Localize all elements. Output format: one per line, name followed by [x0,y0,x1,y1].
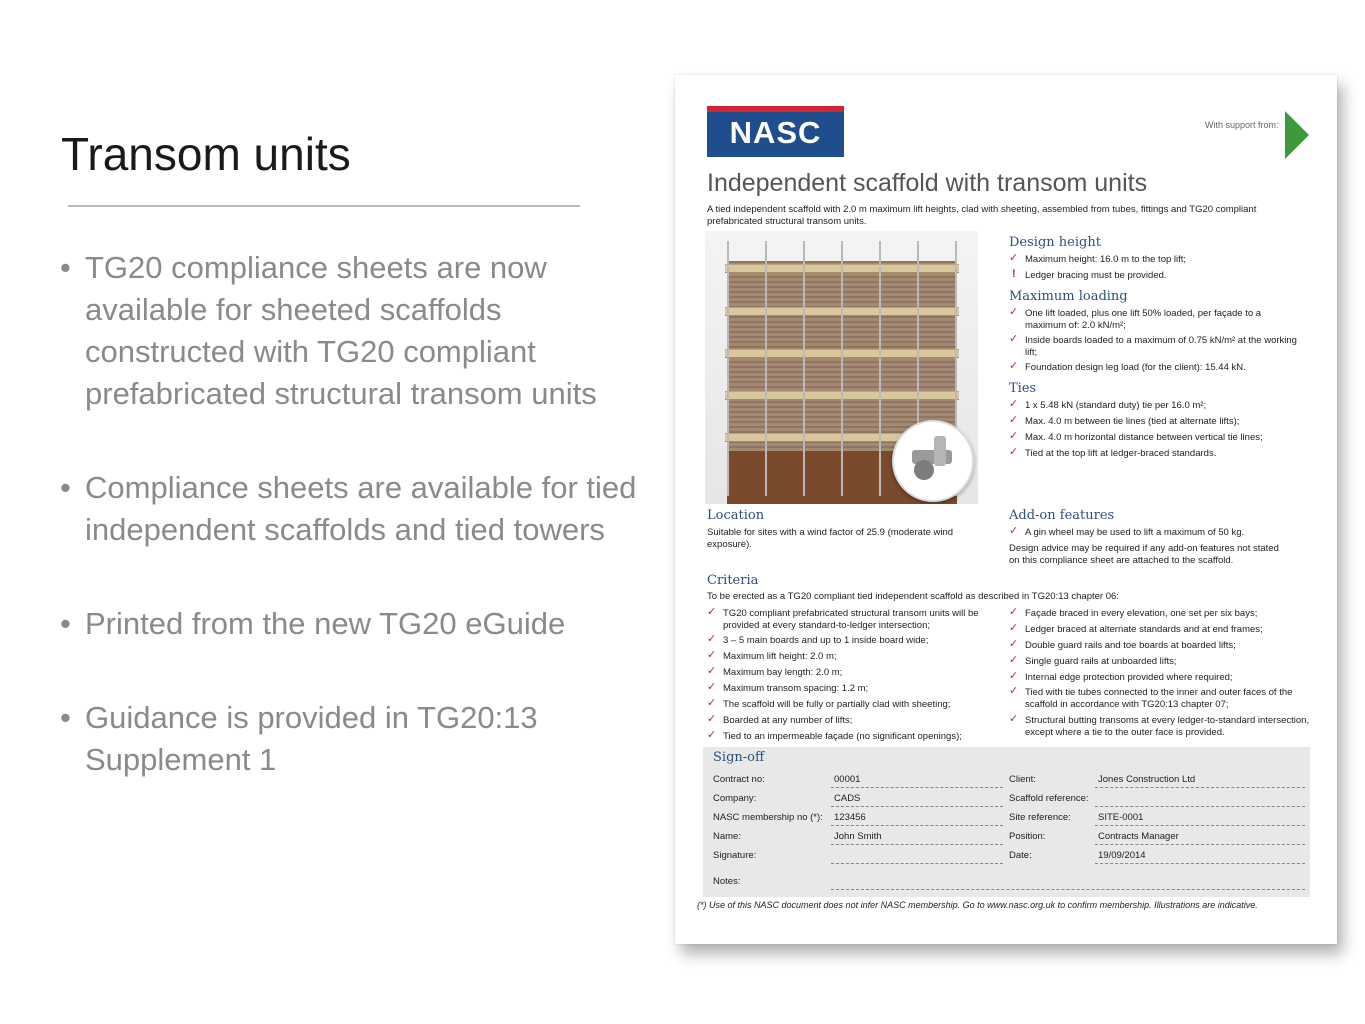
signoff-label: Contract no: [713,774,765,785]
criteria-item: ✓ Ledger braced at alternate standards and at end frames; [1009,624,1315,636]
ties-item: ✓ 1 x 5.48 kN (standard duty) tie per 16.0 m²; [1009,400,1315,412]
design-height-item: ! Ledger bracing must be provided. [1009,270,1315,282]
document-title: Independent scaffold with transom units [707,169,1148,197]
max-loading-item: ✓ Inside boards loaded to a maximum of 0.75 kN/m² at the working lift; [1009,335,1301,358]
criteria-item: ✓ Tied with tie tubes connected to the inner and outer faces of the scaffold in accordance with TG20:13 chapter 07; [1009,687,1315,710]
signoff-value: Jones Construction Ltd [1098,774,1196,785]
criteria-item: ✓ Boarded at any number of lifts; [707,715,993,727]
signoff-panel [703,747,1310,897]
criteria-item: ✓ Maximum transom spacing: 1.2 m; [707,683,993,695]
ties-item: ✓ Max. 4.0 m horizontal distance between vertical tie lines; [1009,432,1315,444]
criteria-item: ✓ Double guard rails and toe boards at boarded lifts; [1009,640,1315,652]
bullet-list [60,247,670,833]
criteria-item: ✓ TG20 compliant prefabricated structural transom units will be provided at every standard-to-ledger intersection; [707,608,993,631]
criteria-heading: Criteria [707,573,759,588]
signoff-label: Client: [1009,774,1036,785]
location-text: Suitable for sites with a wind factor of 25.9 (moderate wind exposure). [707,527,954,550]
signoff-label: Scaffold reference: [1009,793,1089,804]
criteria-item: ✓ Maximum bay length: 2.0 m; [707,667,993,679]
bullet-item: • Compliance sheets are available for tied independent scaffolds and tied towers [60,467,670,551]
criteria-item: ✓ 3 – 5 main boards and up to 1 inside board wide; [707,635,993,647]
signoff-value: 123456 [834,812,866,823]
location-heading: Location [707,508,765,523]
criteria-item: ✓ Internal edge protection provided where required; [1009,672,1315,684]
support-text: With support from: [1205,120,1279,130]
design-height-item: ✓ Maximum height: 16.0 m to the top lift; [1009,254,1315,266]
criteria-item: ✓ Single guard rails at unboarded lifts; [1009,656,1315,668]
scaffold-illustration [705,231,978,504]
criteria-item: ✓ Tied to an impermeable façade (no significant openings); [707,731,993,743]
max-loading-item: ✓ Foundation design leg load (for the client): 15.44 kN. [1009,362,1301,374]
signoff-value: Contracts Manager [1098,831,1179,842]
bullet-item: • Printed from the new TG20 eGuide [60,603,670,645]
document-footer: (*) Use of this NASC document does not infer NASC membership. Go to www.nasc.org.uk to confirm membership. Illustrations are indicative. [697,900,1258,910]
ties-heading: Ties [1009,381,1037,396]
signoff-heading: Sign-off [713,750,765,765]
criteria-intro: To be erected as a TG20 compliant tied independent scaffold as described in TG20:13 chapter 06: [707,591,1119,602]
signoff-label: Company: [713,793,757,804]
addon-heading: Add-on features [1009,508,1115,523]
signoff-notes-label: Notes: [713,876,741,887]
signoff-value: CADS [834,793,861,804]
document-intro: A tied independent scaffold with 2.0 m maximum lift heights, clad with sheeting, assembled from tubes, fittings and TG20 compliant prefabricated structural transom units. [707,204,1257,227]
signoff-label: Position: [1009,831,1046,842]
addon-item: ✓ A gin wheel may be used to lift a maximum of 50 kg. [1009,527,1315,539]
slide-title: Transom units [61,128,351,180]
signoff-label: Site reference: [1009,812,1071,823]
signoff-value: SITE-0001 [1098,812,1144,823]
compliance-sheet-image [675,75,1337,944]
max-loading-item: ✓ One lift loaded, plus one lift 50% loaded, per façade to a maximum of: 2.0 kN/m²; [1009,308,1301,331]
ties-item: ✓ Tied at the top lift at ledger-braced standards. [1009,448,1315,460]
criteria-item: ✓ Façade braced in every elevation, one set per six bays; [1009,608,1315,620]
criteria-item: ✓ Maximum lift height: 2.0 m; [707,651,993,663]
signoff-label: Date: [1009,850,1032,861]
signoff-label: NASC membership no (*): [713,812,823,823]
transom-clamp-icon [892,420,974,502]
signoff-label: Name: [713,831,741,842]
support-logo-icon [1285,111,1309,159]
title-divider [68,205,580,207]
bullet-item: • TG20 compliance sheets are now available for sheeted scaffolds constructed with TG20 compliant prefabricated structural transom units [60,247,670,415]
criteria-item: ✓ The scaffold will be fully or partially clad with sheeting; [707,699,993,711]
max-loading-heading: Maximum loading [1009,289,1128,304]
signoff-value: 00001 [834,774,861,785]
addon-text: Design advice may be required if any add-on features not stated on this compliance sheet are attached to the scaffold. [1009,543,1279,566]
signoff-label: Signature: [713,850,757,861]
nasc-logo [707,106,844,157]
signoff-value: 19/09/2014 [1098,850,1146,861]
design-height-heading: Design height [1009,235,1101,250]
signoff-value: John Smith [834,831,882,842]
bullet-item: • Guidance is provided in TG20:13 Supplement 1 [60,697,670,781]
criteria-item: ✓ Structural butting transoms at every ledger-to-standard intersection, except where a tie to the outer face is provided. [1009,715,1315,738]
logo-text: NASC [729,115,822,150]
ties-item: ✓ Max. 4.0 m between tie lines (tied at alternate lifts); [1009,416,1315,428]
